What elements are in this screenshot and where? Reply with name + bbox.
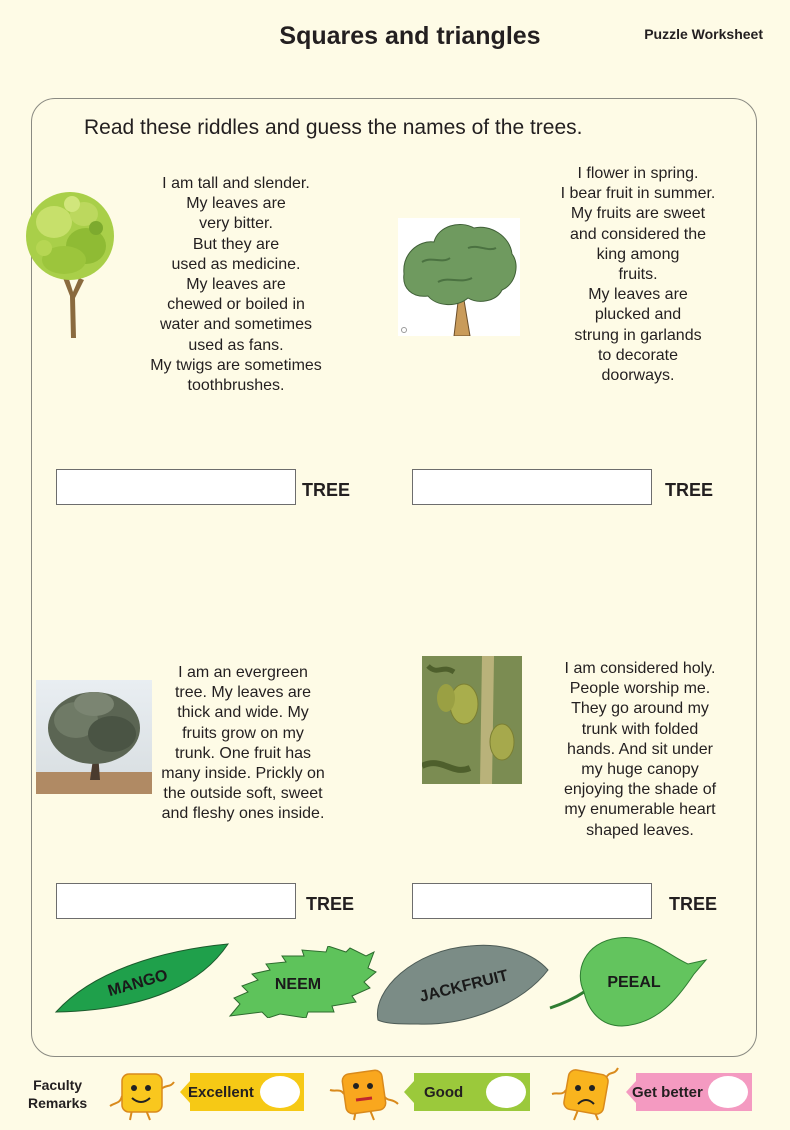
rating-get-better-checkbox[interactable] <box>708 1076 748 1108</box>
leaf-label-mango: MANGO <box>106 966 170 1001</box>
neem-tree-illustration <box>24 188 114 340</box>
answer-input-2[interactable] <box>412 469 652 505</box>
page-title: Squares and triangles <box>279 22 541 50</box>
rating-good[interactable] <box>404 1073 530 1111</box>
leaf-label-jackfruit: JACKFRUIT <box>417 967 510 1006</box>
tree-suffix-4: TREE <box>669 894 718 914</box>
tree-suffix-1: TREE <box>302 480 351 500</box>
riddle-text-4: I am considered holy. People worship me. They go around my trunk with folded hands. And sit under my huge canopy enjoying the shade of my enumerable heart shaped leaves. <box>563 660 717 839</box>
instruction-text: Read these riddles and guess the names of the trees. <box>84 116 583 139</box>
neutral-face-icon <box>326 1066 400 1122</box>
jackfruit-fruit-picture <box>422 656 522 784</box>
leaf-label-peepal: PEEAL <box>607 974 661 991</box>
rating-excellent-label: Excellent <box>188 1084 254 1101</box>
rating-good-label: Good <box>424 1084 464 1101</box>
answer-input-3[interactable] <box>56 883 296 919</box>
tree-suffix-3: TREE <box>306 894 355 914</box>
riddle-text-2: I flower in spring. I bear fruit in summer. My fruits are sweet and considered the king among fruits. My leaves are plucked and strung in garlands to decorate doorways. <box>560 165 716 385</box>
faculty-remarks-label: Faculty Remarks <box>28 1077 88 1111</box>
rating-excellent-checkbox[interactable] <box>260 1076 300 1108</box>
riddle-text-1: I am tall and slender. My leaves are very bitter. But they are used as medicine. My leaves are chewed or boiled in water and sometimes used as fans. My twigs are sometimes toothbrushes. <box>150 175 322 395</box>
riddle-text-3: I am an evergreen tree. My leaves are thick and wide. My fruits grow on my trunk. One fruit has many inside. Prickly on the outside soft, sweet and fleshy ones inside. <box>161 664 325 823</box>
mango-tree-picture <box>398 218 520 336</box>
jackfruit-tree-picture <box>36 680 152 794</box>
rating-get-better-label: Get better <box>632 1084 703 1101</box>
rating-excellent[interactable] <box>180 1073 304 1111</box>
answer-input-1[interactable] <box>56 469 296 505</box>
rating-get-better[interactable] <box>626 1073 752 1111</box>
rating-good-checkbox[interactable] <box>486 1076 526 1108</box>
leaf-label-neem: NEEM <box>274 976 322 993</box>
answer-input-4[interactable] <box>412 883 652 919</box>
worksheet-tag: Puzzle Worksheet <box>644 26 763 42</box>
tree-suffix-2: TREE <box>665 480 714 500</box>
sad-face-icon <box>548 1064 626 1122</box>
happy-face-icon <box>106 1066 176 1122</box>
